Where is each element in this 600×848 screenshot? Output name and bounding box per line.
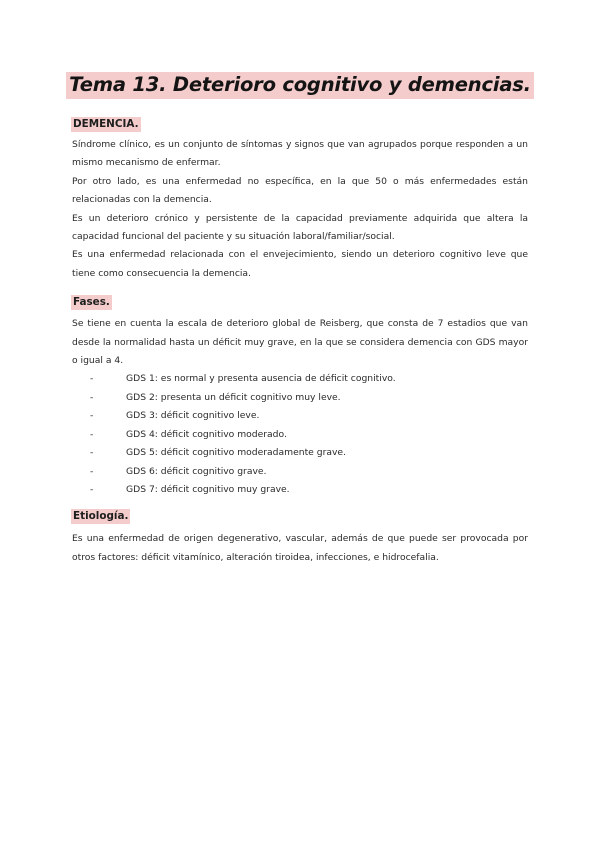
page-title: Tema 13. Deterioro cognitivo y demencias. <box>66 72 534 99</box>
demencia-paragraph-4: Es una enfermedad relacionada con el envejecimiento, siendo un deterioro cognitivo leve que tiene como consecuencia la demencia. <box>72 249 528 279</box>
gds-item-7: GDS 7: déficit cognitivo muy grave. <box>126 483 290 495</box>
section-demencia <box>72 112 528 283</box>
list-bullet: - <box>90 483 94 495</box>
demencia-paragraph-1: Síndrome clínico, es un conjunto de síntomas y signos que van agrupados porque responden a un mismo mecanismo de enfermar. <box>72 139 528 169</box>
fases-intro: Se tiene en cuenta la escala de deterioro global de Reisberg, que consta de 7 estadios que van desde la normalidad hasta un déficit muy grave, en la que se considera demencia con GDS mayor o igual a 4. <box>72 318 528 367</box>
list-bullet: - <box>90 391 94 403</box>
list-bullet: - <box>90 428 94 440</box>
list-bullet: - <box>90 447 94 459</box>
list-bullet: - <box>90 465 94 477</box>
list-item <box>90 463 528 481</box>
list-item <box>90 370 528 388</box>
demencia-paragraph-2: Por otro lado, es una enfermedad no específica, en la que 50 o más enfermedades están relacionadas con la demencia. <box>72 175 528 206</box>
list-item <box>90 481 528 499</box>
demencia-paragraph-3: Es un deterioro crónico y persistente de la capacidad previamente adquirida que altera la capacidad funcional del paciente y su situación laboral/familiar/social. <box>72 212 528 243</box>
gds-item-3: GDS 3: déficit cognitivo leve. <box>126 410 260 422</box>
list-item <box>90 426 528 444</box>
list-item <box>90 407 528 425</box>
gds-item-1: GDS 1: es normal y presenta ausencia de déficit cognitivo. <box>126 373 396 385</box>
heading-etiologia: Etiología. <box>73 510 129 523</box>
list-bullet: - <box>90 373 94 385</box>
list-item <box>90 389 528 407</box>
list-bullet: - <box>90 410 94 422</box>
fases-body <box>72 315 528 499</box>
etiologia-paragraph: Es una enfermedad de origen degenerativo, vascular, además de que puede ser provocada por otros factores: déficit vitamínico, alteración tiroidea, infecciones, e hidrocefalia. <box>72 533 528 563</box>
list-item <box>90 444 528 462</box>
gds-item-2: GDS 2: presenta un déficit cognitivo muy leve. <box>126 391 341 403</box>
demencia-body <box>72 136 528 283</box>
heading-fases: Fases. <box>73 296 110 309</box>
gds-item-5: GDS 5: déficit cognitivo moderadamente grave. <box>126 447 346 459</box>
document-body <box>72 112 528 567</box>
section-etiologia <box>72 499 528 567</box>
gds-item-4: GDS 4: déficit cognitivo moderado. <box>126 428 287 440</box>
gds-item-6: GDS 6: déficit cognitivo grave. <box>126 465 267 477</box>
section-fases <box>72 283 528 499</box>
heading-demencia: DEMENCIA. <box>73 118 139 130</box>
title-container <box>0 72 600 99</box>
gds-list <box>72 370 528 499</box>
etiologia-body <box>72 530 528 567</box>
